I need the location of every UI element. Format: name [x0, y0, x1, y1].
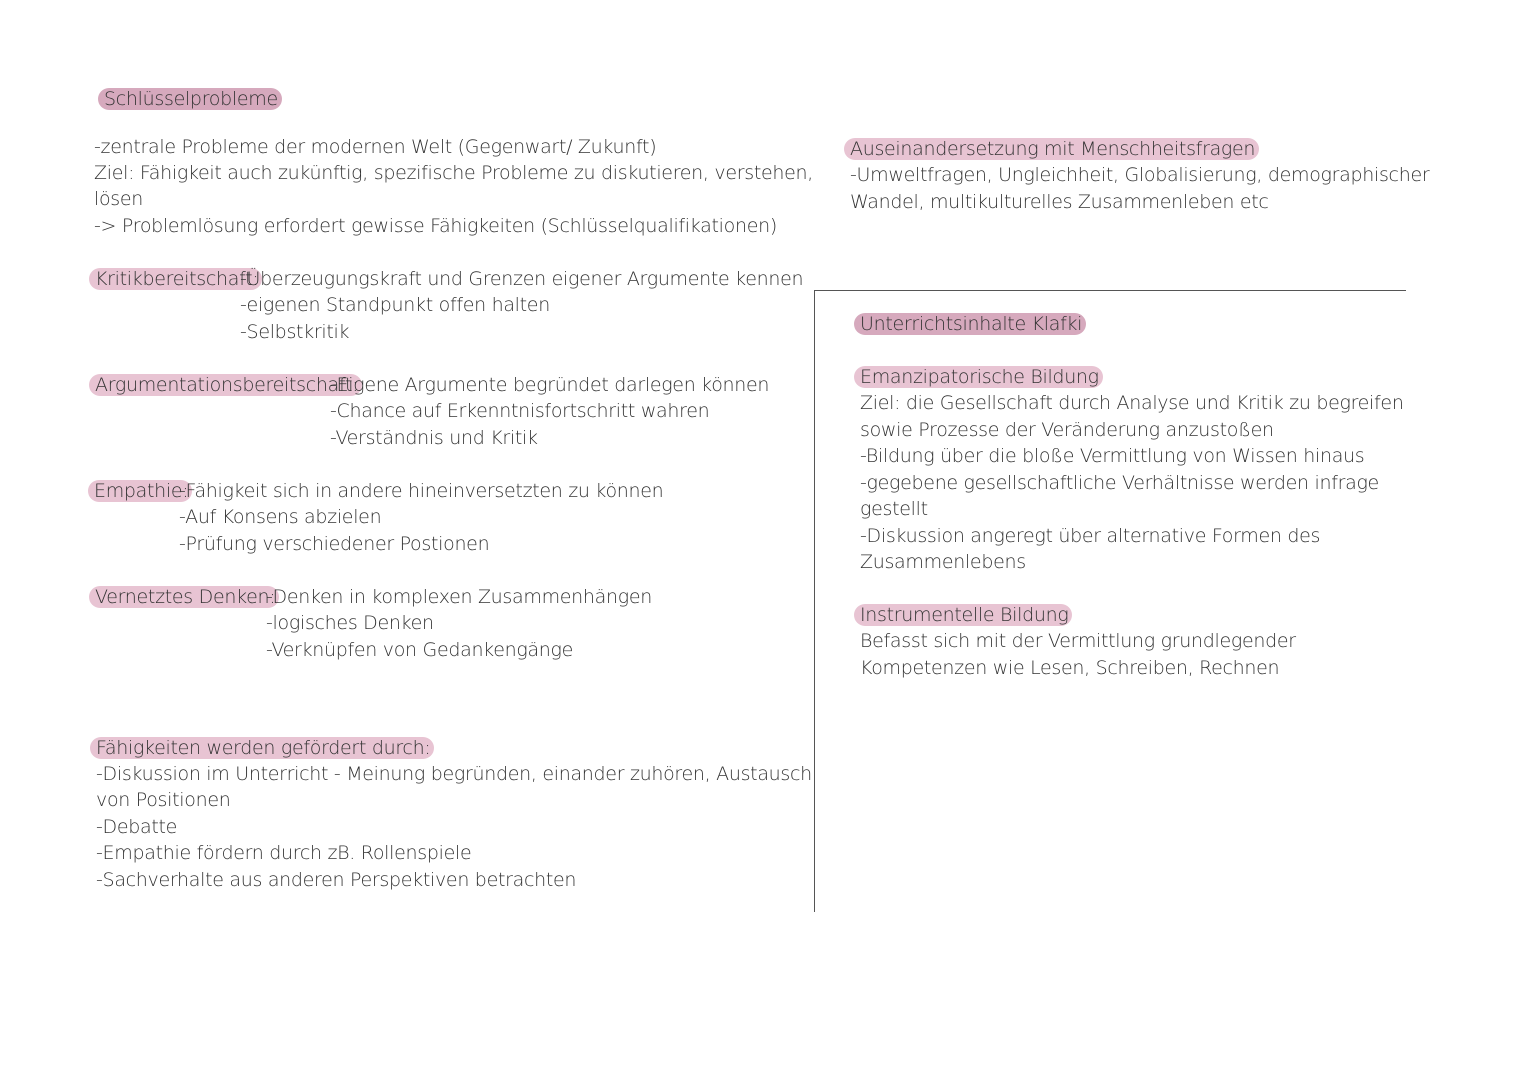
emanzipatorisch-line-7: Zusammenlebens: [860, 551, 1026, 573]
vernetzt-item-2: -logisches Denken: [266, 612, 434, 634]
foerderung-heading: Fähigkeiten werden gefördert durch:: [96, 735, 434, 761]
emanzipatorisch-line-6: -Diskussion angeregt über alternative Formen des: [860, 525, 1321, 547]
emanzipatorisch-line-5: gestellt: [860, 498, 928, 520]
klafki-heading: Unterrichtsinhalte Klafki: [860, 311, 1086, 337]
menschheit-heading: Auseinandersetzung mit Menschheitsfragen: [850, 136, 1259, 162]
menschheit-line-2: Wandel, multikulturelles Zusammenleben etc: [850, 191, 1269, 213]
instrumentell-line-2: Kompetenzen wie Lesen, Schreiben, Rechnen: [860, 657, 1280, 679]
empathie-label: Empathie:: [94, 478, 192, 504]
foerderung-line-1: -Diskussion im Unterricht - Meinung begründen, einander zuhören, Austausch: [96, 763, 812, 785]
foerderung-line-2: von Positionen: [96, 789, 231, 811]
argumentation-item-2: -Chance auf Erkenntnisfortschritt wahren: [330, 400, 710, 422]
argumentation-label: Argumentationsbereitschaft:: [95, 372, 362, 398]
emanzipatorisch-line-4: -gegebene gesellschaftliche Verhältnisse werden infrage: [860, 472, 1379, 494]
emanzipatorisch-line-2: sowie Prozesse der Veränderung anzustoßen: [860, 419, 1274, 441]
argumentation-item-3: -Verständnis und Kritik: [330, 427, 538, 449]
schluesselprobleme-heading: Schlüsselprobleme: [104, 86, 282, 112]
foerderung-line-4: -Empathie fördern durch zB. Rollenspiele: [96, 842, 472, 864]
menschheit-line-1: -Umweltfragen, Ungleichheit, Globalisierung, demographischer: [850, 164, 1430, 186]
foerderung-line-5: -Sachverhalte aus anderen Perspektiven betrachten: [96, 869, 577, 891]
schluesselprobleme-line-2: Ziel: Fähigkeit auch zukünftig, spezifische Probleme zu diskutieren, verstehen,: [94, 162, 813, 184]
kritik-item-3: -Selbstkritik: [240, 321, 350, 343]
horizontal-divider: [814, 290, 1406, 291]
schluesselprobleme-line-4: -> Problemlösung erfordert gewisse Fähigkeiten (Schlüsselqualifikationen): [94, 215, 777, 237]
empathie-item-2: -Auf Konsens abzielen: [179, 506, 382, 528]
vertical-divider: [814, 290, 815, 912]
empathie-item-3: -Prüfung verschiedener Postionen: [179, 533, 490, 555]
vernetzt-label: Vernetztes Denken:: [95, 584, 279, 610]
emanzipatorisch-line-1: Ziel: die Gesellschaft durch Analyse und Kritik zu begreifen: [860, 392, 1404, 414]
empathie-item-1: -Fähigkeit sich in andere hineinversetzten zu können: [179, 480, 664, 502]
foerderung-line-3: -Debatte: [96, 816, 178, 838]
instrumentell-line-1: Befasst sich mit der Vermittlung grundlegender: [860, 630, 1296, 652]
emanzipatorisch-line-3: -Bildung über die bloße Vermittlung von Wissen hinaus: [860, 445, 1365, 467]
kritik-item-1: -Überzeugungskraft und Grenzen eigener Argumente kennen: [240, 268, 804, 290]
argumentation-item-1: -Eigene Argumente begründet darlegen können: [330, 374, 770, 396]
emanzipatorisch-heading: Emanzipatorische Bildung: [860, 364, 1103, 390]
instrumentell-heading: Instrumentelle Bildung: [860, 602, 1072, 628]
kritik-item-2: -eigenen Standpunkt offen halten: [240, 294, 550, 316]
schluesselprobleme-line-3: lösen: [94, 188, 144, 210]
vernetzt-item-1: -Denken in komplexen Zusammenhängen: [266, 586, 652, 608]
vernetzt-item-3: -Verknüpfen von Gedankengänge: [266, 639, 574, 661]
schluesselprobleme-line-1: -zentrale Probleme der modernen Welt (Gegenwart/ Zukunft): [94, 136, 657, 158]
kritik-label: Kritikbereitschaft:: [95, 266, 262, 292]
